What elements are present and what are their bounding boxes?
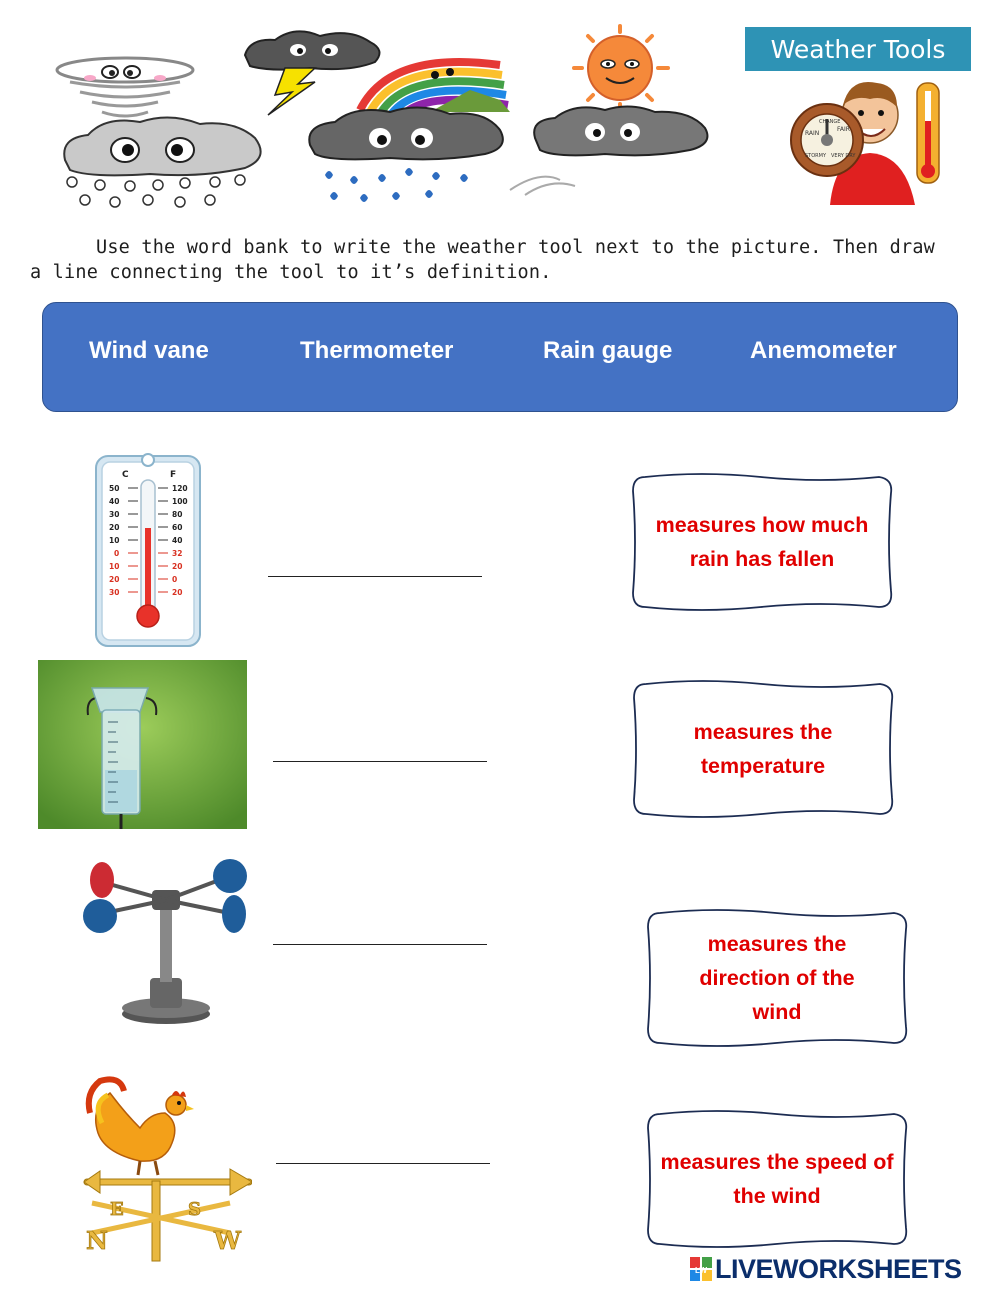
wind-cloud-icon: [510, 106, 707, 195]
celsius-tick-label: 30: [109, 510, 120, 519]
dial-label: CHANGE: [819, 119, 841, 125]
lightning-cloud-icon: [245, 31, 379, 115]
sun-icon: [574, 26, 668, 112]
rain-gauge-image: [38, 660, 247, 829]
vane-letter: S: [188, 1199, 201, 1220]
celsius-tick-label: 10: [109, 562, 120, 571]
celsius-tick-label: 30: [109, 588, 120, 597]
celsius-tick-label: 50: [109, 484, 120, 493]
definition-box-temperature[interactable]: [632, 680, 894, 818]
liveworksheets-logo-icon: [690, 1257, 712, 1281]
fahrenheit-tick-label: 32: [172, 549, 183, 558]
fahrenheit-tick-label: 120: [172, 484, 188, 493]
vane-letter: E: [110, 1199, 124, 1220]
definition-box-wind-direction[interactable]: [646, 909, 908, 1047]
mascot-thermometer-icon: [917, 83, 939, 183]
anemometer-image: [82, 858, 250, 1026]
definition-text: measures the temperature: [693, 720, 833, 778]
word-bank-item-anemometer: Anemometer: [750, 337, 897, 364]
barometer-dial-icon: [791, 104, 863, 176]
rain-cloud-icon: [309, 107, 503, 202]
definition-box-wind-speed[interactable]: [646, 1110, 908, 1248]
mascot-with-barometer-illustration: [785, 55, 960, 205]
instructions-line-1: Use the word bank to write the weather tool next to the picture. Then draw: [96, 237, 936, 258]
definition-text: measures the speed of the wind: [660, 1150, 894, 1208]
celsius-tick-label: 20: [109, 575, 120, 584]
dial-label: VERY DRY: [831, 153, 856, 159]
rooster-icon: [89, 1079, 194, 1175]
answer-line-wind-vane[interactable]: [276, 1163, 490, 1164]
fahrenheit-tick-label: 80: [172, 510, 183, 519]
thermometer-image: [94, 450, 202, 648]
vane-letter: W: [214, 1226, 241, 1255]
fahrenheit-header: F: [170, 470, 177, 480]
word-bank-item-wind-vane: Wind vane: [89, 337, 209, 364]
page-title: Weather Tools: [745, 27, 971, 71]
dial-label: FAIR: [837, 126, 850, 133]
word-bank-item-rain-gauge: Rain gauge: [543, 337, 673, 364]
dial-label: RAIN: [805, 130, 820, 137]
weather-clipart-header: [30, 20, 750, 220]
logo-text: LIVEWORKSHEETS: [715, 1253, 962, 1284]
definition-text: measures how much rain has fallen: [655, 513, 869, 571]
fahrenheit-tick-label: 20: [172, 562, 183, 571]
word-bank-item-thermometer: Thermometer: [300, 337, 454, 364]
tornado-icon: [57, 58, 193, 116]
fahrenheit-tick-label: 20: [172, 588, 183, 597]
fahrenheit-tick-label: 0: [172, 575, 178, 584]
celsius-header: C: [122, 470, 129, 480]
wind-vane-image: [80, 1073, 252, 1263]
definition-text: measures the direction of the wind: [699, 932, 855, 1024]
fahrenheit-tick-label: 60: [172, 523, 183, 532]
answer-line-thermometer[interactable]: [268, 576, 482, 577]
answer-line-rain-gauge[interactable]: [273, 761, 487, 762]
celsius-tick-label: 10: [109, 536, 120, 545]
celsius-tick-label: 20: [109, 523, 120, 532]
fahrenheit-tick-label: 100: [172, 497, 188, 506]
definition-box-rain[interactable]: [631, 473, 893, 611]
fahrenheit-tick-label: 40: [172, 536, 183, 545]
answer-line-anemometer[interactable]: [273, 944, 487, 945]
celsius-tick-label: 0: [114, 549, 120, 558]
celsius-tick-label: 40: [109, 497, 120, 506]
instructions-line-2: a line connecting the tool to it’s definition.: [30, 262, 552, 283]
vane-letter: N: [86, 1226, 108, 1255]
instructions: [30, 235, 960, 285]
snow-cloud-icon: [64, 117, 260, 207]
word-bank: [42, 302, 958, 412]
logo-badge-text: LW: [695, 1266, 707, 1275]
dial-label: STORMY: [805, 153, 827, 159]
liveworksheets-logo[interactable]: [690, 1253, 962, 1285]
